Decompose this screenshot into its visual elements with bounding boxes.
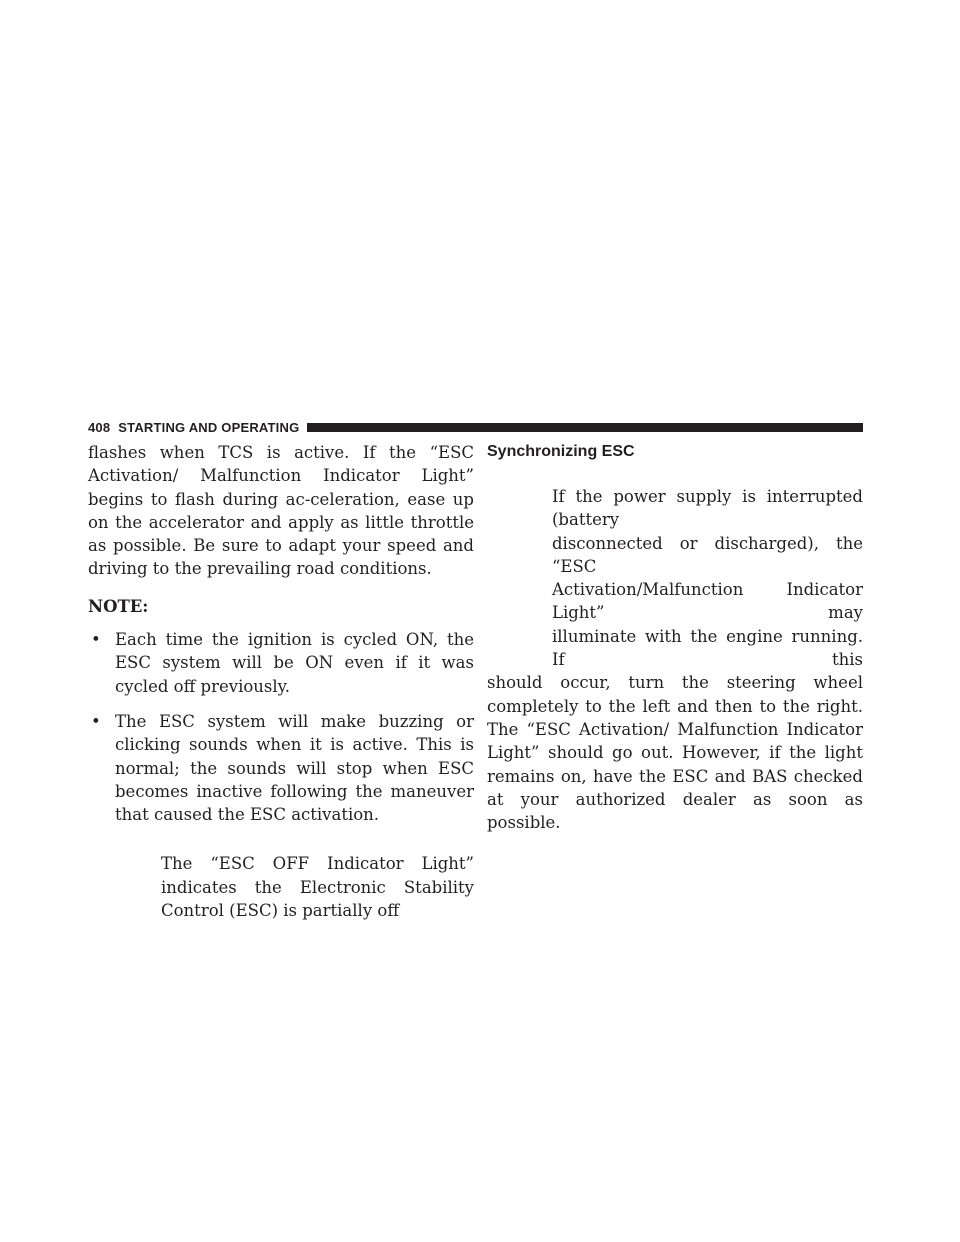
left-column xyxy=(88,441,474,922)
bullet-symbol: • xyxy=(91,630,101,650)
esc-off-paragraph: The “ESC OFF Indicator Light” indicates the Electronic Stability Control (ESC) is partially off xyxy=(161,854,474,921)
section-heading: Synchronizing ESC xyxy=(487,443,635,460)
right-column xyxy=(487,441,863,834)
bullet-text: The ESC system will make buzzing or clicking sounds when it is active. This is normal; the sounds will stop when ESC becomes inactive following the maneuver that caused the ESC activation. xyxy=(115,711,474,825)
page-header xyxy=(88,418,863,436)
bullet-item xyxy=(88,710,474,826)
esc-off-indicator-block xyxy=(88,852,474,922)
bullet-item xyxy=(88,628,474,698)
bullet-text: Each time the ignition is cycled ON, the ESC system will be ON even if it was cycled off previously. xyxy=(115,630,474,696)
indented-line: If the power supply is interrupted (battery xyxy=(552,487,863,530)
indented-line: Activation/Malfunction Indicator Light” may xyxy=(552,580,863,623)
indented-block xyxy=(487,485,863,671)
header-rule xyxy=(307,423,863,432)
note-label: NOTE: xyxy=(88,596,149,616)
indented-line: illuminate with the engine running. If this xyxy=(552,626,863,670)
note-bullet-list xyxy=(88,628,474,826)
section-title: STARTING AND OPERATING xyxy=(118,419,300,435)
bullet-symbol: • xyxy=(91,711,101,731)
indented-line: disconnected or discharged), the “ESC xyxy=(552,533,863,576)
page-number: 408 xyxy=(88,419,111,435)
intro-paragraph: flashes when TCS is active. If the “ESC Activation/ Malfunction Indicator Light” begins to flash during ac-celeration, ease up on the accelerator and apply as little throttle as possible. Be sure to adapt your speed and driving to the prevailing road conditions. xyxy=(88,443,474,579)
continuation-paragraph: should occur, turn the steering wheel completely to the left and then to the right. The “ESC Activation/ Malfunction Indicator Light” should go out. However, if the light remains on, have the ESC and BAS checked at your authorized dealer as soon as possible. xyxy=(487,673,863,833)
